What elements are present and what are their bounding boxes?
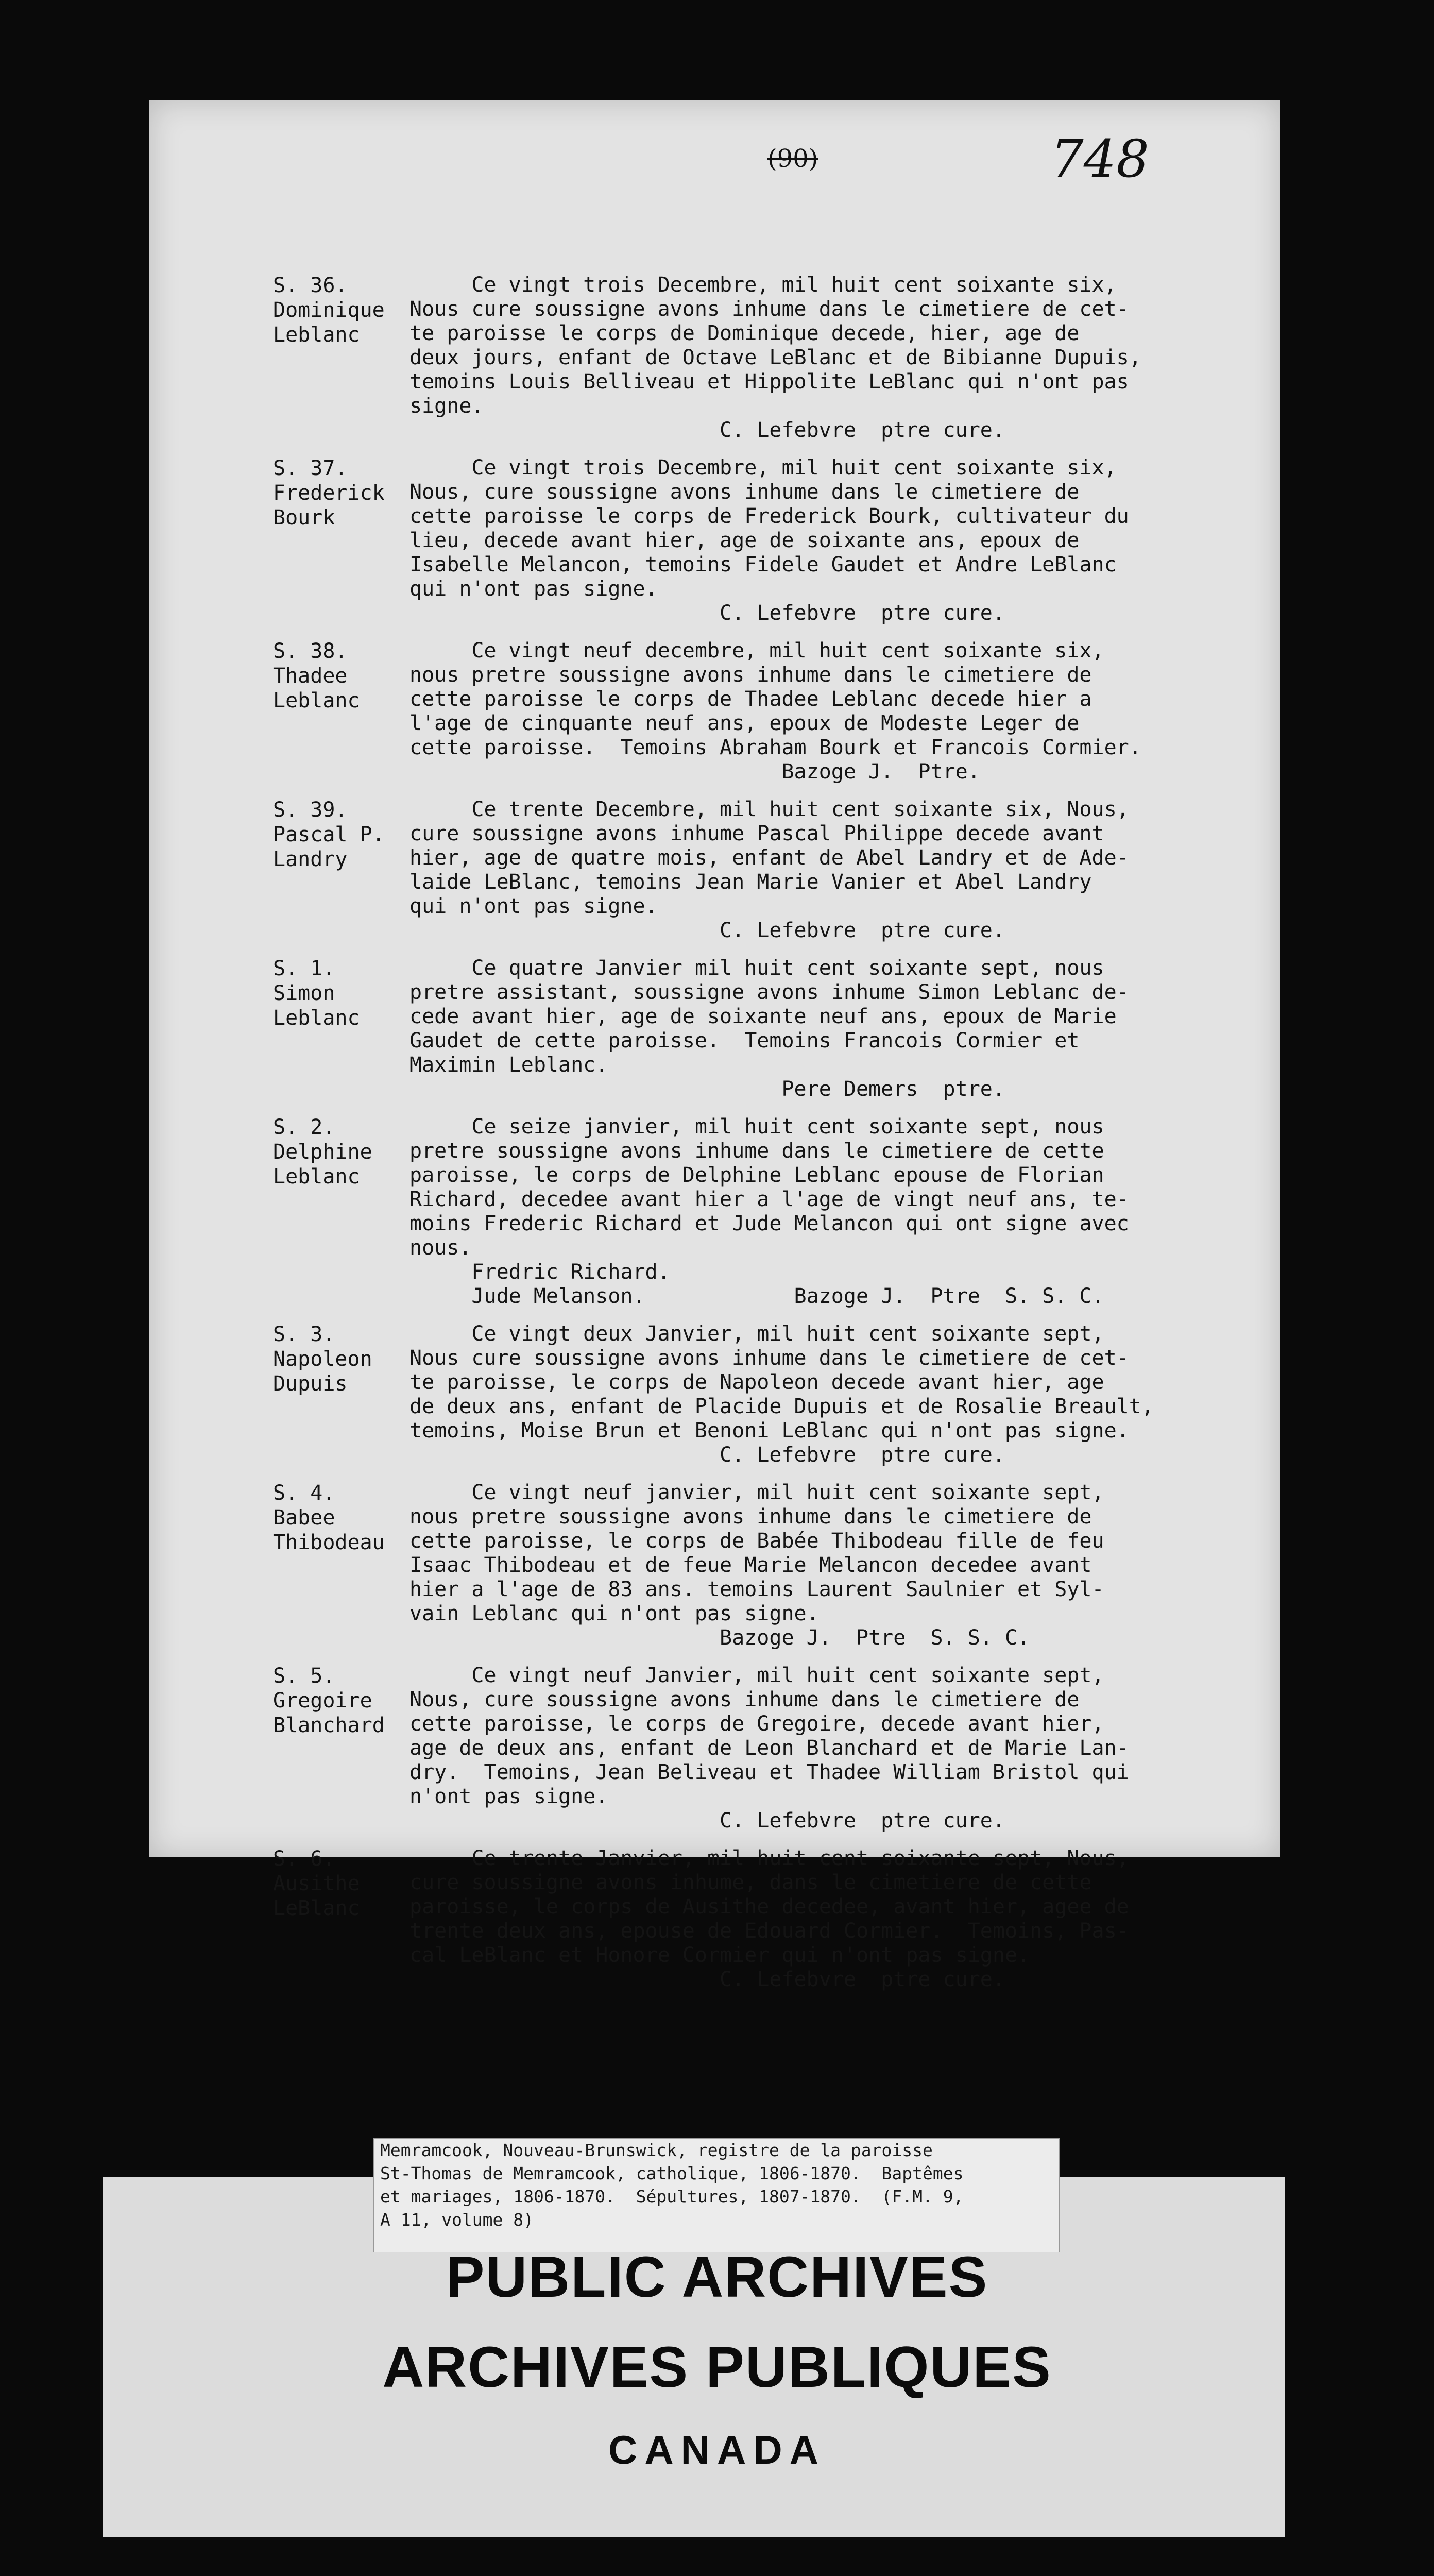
burial-entry xyxy=(273,956,1277,1101)
entry-signature: Bazoge J. Ptre. xyxy=(409,760,980,784)
burial-entry xyxy=(273,1322,1277,1467)
entry-text-line: Isabelle Melancon, temoins Fidele Gaudet et Andre LeBlanc xyxy=(409,553,1117,577)
entry-margin-name: S. 37. Frederick Bourk xyxy=(273,456,385,530)
entry-text-line: cede avant hier, age de soixante neuf ans, epoux de Marie xyxy=(409,1005,1117,1028)
entry-text-line: Ce vingt neuf janvier, mil huit cent soixante sept, xyxy=(409,1481,1104,1504)
entry-margin-name: S. 39. Pascal P. Landry xyxy=(273,798,385,871)
entry-text-line: nous. xyxy=(409,1236,472,1260)
entry-text-line: lieu, decede avant hier, age de soixante ans, epoux de xyxy=(409,529,1080,552)
entry-text-line: Nous, cure soussigne avons inhume dans le cimetiere de xyxy=(409,480,1080,504)
entry-text-line: cal LeBlanc et Honore Cormier qui n'ont pas signe. xyxy=(409,1943,1030,1967)
entry-text-line: de deux ans, enfant de Placide Dupuis et de Rosalie Breault, xyxy=(409,1395,1154,1418)
burial-entry xyxy=(273,1846,1277,1992)
entry-text-line: Nous, cure soussigne avons inhume dans le cimetiere de xyxy=(409,1688,1080,1711)
entry-signature: C. Lefebvre ptre cure. xyxy=(409,919,1005,942)
entry-text-line: signe. xyxy=(409,394,484,418)
slip-line: et mariages, 1806-1870. Sépultures, 1807-1870. (F.M. 9, xyxy=(380,2187,964,2207)
entry-signature: C. Lefebvre ptre cure. xyxy=(409,418,1005,442)
entry-body xyxy=(409,1322,1277,1467)
entry-text-line: cette paroisse, le corps de Babée Thibodeau fille de feu xyxy=(409,1529,1104,1553)
entry-text-line: Nous cure soussigne avons inhume dans le cimetiere de cet- xyxy=(409,297,1129,321)
entry-text-line: cure soussigne avons inhume Pascal Philippe decede avant xyxy=(409,822,1104,845)
archive-stamp-line-3: CANADA xyxy=(608,2427,826,2472)
entry-text-line: dry. Temoins, Jean Beliveau et Thadee William Bristol qui xyxy=(409,1760,1129,1784)
entry-text-line: trente deux ans, epouse de Edouard Cormier. Temoins, Pas- xyxy=(409,1919,1129,1943)
entry-text-line: paroisse, le corps de Delphine Leblanc epouse de Florian xyxy=(409,1163,1104,1187)
burial-entry xyxy=(273,1115,1277,1309)
entry-body xyxy=(409,798,1277,943)
entry-text-line: pretre soussigne avons inhume dans le cimetiere de cette xyxy=(409,1139,1104,1163)
entry-text-line: Gaudet de cette paroisse. Temoins Francois Cormier et xyxy=(409,1029,1080,1053)
handwritten-page-number: 748 xyxy=(1051,129,1149,189)
entry-signature: Pere Demers ptre. xyxy=(409,1077,1005,1101)
entry-body xyxy=(409,956,1277,1101)
entry-text-line: Isaac Thibodeau et de feue Marie Melancon decedee avant xyxy=(409,1553,1092,1577)
entry-text-line: Ce vingt trois Decembre, mil huit cent soixante six, xyxy=(409,456,1117,480)
entry-signature: Bazoge J. Ptre S. S. C. xyxy=(409,1626,1030,1650)
entry-body xyxy=(409,1115,1277,1309)
entry-text-line: cette paroisse le corps de Thadee Leblanc decede hier a xyxy=(409,687,1092,711)
entry-text-line: Ce vingt neuf decembre, mil huit cent soixante six, xyxy=(409,639,1104,663)
entry-text-line: deux jours, enfant de Octave LeBlanc et de Bibianne Dupuis, xyxy=(409,346,1141,369)
entry-text-line: temoins, Moise Brun et Benoni LeBlanc qui n'ont pas signe. xyxy=(409,1419,1129,1443)
entry-text-line: Jude Melanson. Bazoge J. Ptre S. S. C. xyxy=(409,1284,1104,1308)
entry-body xyxy=(409,639,1277,784)
entry-body xyxy=(409,1481,1277,1650)
entry-margin-name: S. 38. Thadee Leblanc xyxy=(273,639,360,713)
entry-margin-name: S. 5. Gregoire Blanchard xyxy=(273,1664,385,1737)
entry-text-line: n'ont pas signe. xyxy=(409,1785,608,1808)
entry-text-line: cure soussigne avons inhume, dans le cimetiere de cette xyxy=(409,1871,1092,1894)
entry-text-line: Maximin Leblanc. xyxy=(409,1053,608,1077)
entry-signature: C. Lefebvre ptre cure. xyxy=(409,601,1005,625)
entry-text-line: Ce trente Janvier, mil huit cent soixante sept, Nous, xyxy=(409,1846,1129,1870)
entry-text-line: hier, age de quatre mois, enfant de Abel Landry et de Ade- xyxy=(409,846,1129,870)
archive-reference-slip xyxy=(373,2138,1060,2252)
entry-margin-name: S. 36. Dominique Leblanc xyxy=(273,274,385,347)
entry-text-line: Ce vingt neuf Janvier, mil huit cent soixante sept, xyxy=(409,1664,1104,1687)
slip-line: St-Thomas de Memramcook, catholique, 1806-1870. Baptêmes xyxy=(380,2163,964,2183)
entry-text-line: te paroisse, le corps de Napoleon decede avant hier, age xyxy=(409,1370,1104,1394)
entry-text-line: l'age de cinquante neuf ans, epoux de Modeste Leger de xyxy=(409,711,1080,735)
entry-margin-name: S. 4. Babee Thibodeau xyxy=(273,1481,385,1554)
entry-text-line: te paroisse le corps de Dominique decede, hier, age de xyxy=(409,321,1080,345)
entry-text-line: Ce quatre Janvier mil huit cent soixante sept, nous xyxy=(409,956,1104,980)
burial-entry xyxy=(273,639,1277,784)
burial-entry xyxy=(273,1481,1277,1650)
entry-text-line: cette paroisse le corps de Frederick Bourk, cultivateur du xyxy=(409,504,1129,528)
entry-text-line: cette paroisse, le corps de Gregoire, decede avant hier, xyxy=(409,1712,1104,1736)
entry-text-line: laide LeBlanc, temoins Jean Marie Vanier et Abel Landry xyxy=(409,870,1092,894)
old-page-number: (90) xyxy=(767,144,818,173)
entry-text-line: Fredric Richard. xyxy=(409,1260,670,1284)
entry-text-line: pretre assistant, soussigne avons inhume Simon Leblanc de- xyxy=(409,980,1129,1004)
entry-margin-name: S. 6. Ausithe LeBlanc xyxy=(273,1847,360,1920)
archive-stamp-line-2: ARCHIVES PUBLIQUES xyxy=(382,2335,1052,2399)
burial-entries xyxy=(273,273,1277,2005)
slip-line: A 11, volume 8) xyxy=(380,2210,534,2230)
burial-entry xyxy=(273,1664,1277,1833)
entry-body xyxy=(409,1846,1277,1992)
entry-text-line: paroisse, le corps de Ausithe decedee, avant hier, agee de xyxy=(409,1895,1129,1919)
entry-signature: C. Lefebvre ptre cure. xyxy=(409,1443,1005,1467)
burial-entry xyxy=(273,456,1277,625)
slip-line: Memramcook, Nouveau-Brunswick, registre de la paroisse xyxy=(380,2140,933,2160)
burial-entry xyxy=(273,273,1277,443)
entry-body xyxy=(409,1664,1277,1833)
entry-text-line: vain Leblanc qui n'ont pas signe. xyxy=(409,1602,819,1625)
entry-text-line: temoins Louis Belliveau et Hippolite LeBlanc qui n'ont pas xyxy=(409,370,1129,394)
entry-text-line: nous pretre soussigne avons inhume dans le cimetiere de xyxy=(409,1505,1092,1529)
entry-text-line: age de deux ans, enfant de Leon Blanchard et de Marie Lan- xyxy=(409,1736,1129,1760)
entry-body xyxy=(409,273,1277,443)
entry-margin-name: S. 2. Delphine Leblanc xyxy=(273,1115,372,1189)
entry-margin-name: S. 1. Simon Leblanc xyxy=(273,957,360,1030)
entry-text-line: qui n'ont pas signe. xyxy=(409,894,658,918)
entry-text-line: Richard, decedee avant hier a l'age de vingt neuf ans, te- xyxy=(409,1188,1129,1211)
entry-text-line: nous pretre soussigne avons inhume dans le cimetiere de xyxy=(409,663,1092,687)
entry-text-line: Ce seize janvier, mil huit cent soixante sept, nous xyxy=(409,1115,1104,1139)
entry-signature: C. Lefebvre ptre cure. xyxy=(409,1968,1005,1991)
entry-text-line: Ce trente Decembre, mil huit cent soixante six, Nous, xyxy=(409,798,1129,821)
burial-entry xyxy=(273,798,1277,943)
entry-text-line: Ce vingt deux Janvier, mil huit cent soixante sept, xyxy=(409,1322,1104,1346)
archive-stamp-line-1: PUBLIC ARCHIVES xyxy=(446,2245,988,2309)
entry-text-line: Nous cure soussigne avons inhume dans le cimetiere de cet- xyxy=(409,1346,1129,1370)
entry-body xyxy=(409,456,1277,625)
register-page xyxy=(149,100,1280,1991)
entry-text-line: hier a l'age de 83 ans. temoins Laurent Saulnier et Syl- xyxy=(409,1578,1104,1601)
entry-text-line: cette paroisse. Temoins Abraham Bourk et Francois Cormier. xyxy=(409,736,1141,759)
entry-margin-name: S. 3. Napoleon Dupuis xyxy=(273,1323,372,1396)
entry-text-line: Ce vingt trois Decembre, mil huit cent soixante six, xyxy=(409,273,1117,297)
entry-text-line: moins Frederic Richard et Jude Melancon qui ont signe avec xyxy=(409,1212,1129,1235)
entry-text-line: qui n'ont pas signe. xyxy=(409,577,658,601)
entry-signature: C. Lefebvre ptre cure. xyxy=(409,1809,1005,1833)
